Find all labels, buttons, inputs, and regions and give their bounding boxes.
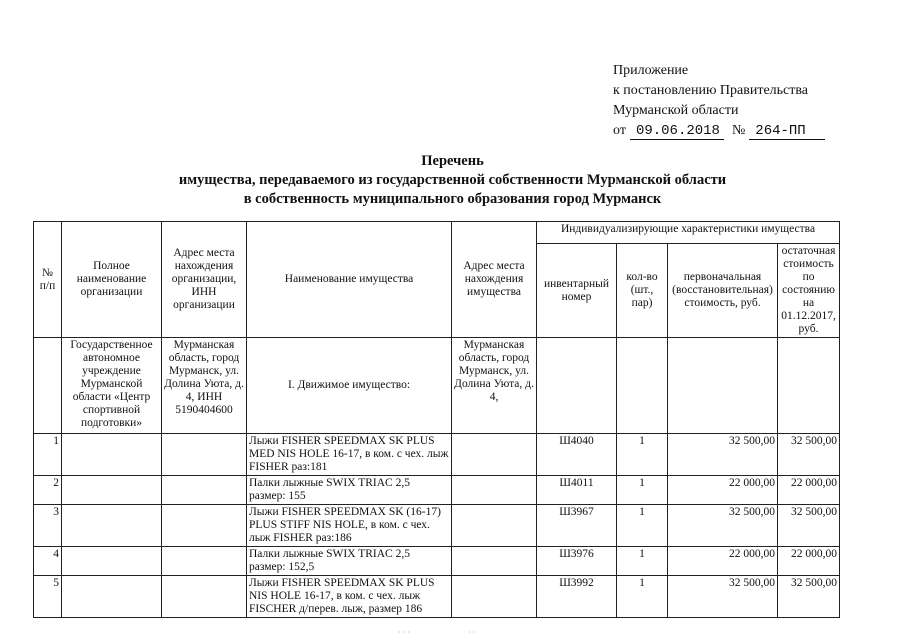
row-inventory: Ш4011	[537, 476, 617, 505]
header-characteristics: Индивидуализирующие характеристики имущества	[537, 222, 840, 244]
row-inventory: Ш3992	[537, 576, 617, 618]
table-row	[34, 547, 840, 576]
row-num: 4	[34, 547, 62, 576]
row-initial-cost: 32 500,00	[668, 505, 778, 547]
row-num: 5	[34, 576, 62, 618]
header-org-name: Полное наименование организации	[62, 222, 162, 338]
row-qty: 1	[617, 576, 668, 618]
appendix-line-3: Мурманской области	[613, 103, 739, 118]
empty-cell	[452, 434, 537, 476]
section-heading: I. Движимое имущество:	[247, 338, 452, 434]
table-row	[34, 505, 840, 547]
row-property-name: Лыжи FISHER SPEEDMAX SK PLUS MED NIS HOLE 16-17, в ком. с чех. лыж FISHER раз:181	[247, 434, 452, 476]
title-line-2: имущества, передаваемого из государственной собственности Мурманской области	[178, 172, 727, 188]
empty-cell	[452, 547, 537, 576]
table-row	[34, 434, 840, 476]
decree-line	[613, 121, 873, 141]
header-residual-cost: остаточная стоимость по состоянию на 01.12.2017, руб.	[778, 244, 840, 338]
table-row	[34, 476, 840, 505]
org-name-cell: Государственное автономное учреждение Мурманской области «Центр спортивной подготовки»	[62, 338, 162, 434]
header-quantity: кол-во (шт., пар)	[617, 244, 668, 338]
date-prefix: от	[613, 123, 626, 138]
document-title	[150, 152, 755, 209]
header-initial-cost: первоначальная (восстановительная) стоимость, руб.	[668, 244, 778, 338]
header-inventory-number: инвентарный номер	[537, 244, 617, 338]
row-qty: 1	[617, 547, 668, 576]
row-num: 1	[34, 434, 62, 476]
empty-cell	[62, 547, 162, 576]
header-num: № п/п	[34, 222, 62, 338]
appendix-line-2: к постановлению Правительства	[613, 83, 809, 98]
org-row-qty	[617, 338, 668, 434]
org-row	[34, 338, 840, 434]
empty-cell	[62, 434, 162, 476]
row-residual-cost: 32 500,00	[778, 576, 840, 618]
row-initial-cost: 22 000,00	[668, 476, 778, 505]
row-property-name: Палки лыжные SWIX TRIAC 2,5 размер: 155	[247, 476, 452, 505]
row-property-name: Палки лыжные SWIX TRIAC 2,5 размер: 152,5	[247, 547, 452, 576]
header-row-1	[34, 222, 840, 244]
row-initial-cost: 32 500,00	[668, 576, 778, 618]
number-sign: №	[731, 123, 746, 138]
row-qty: 1	[617, 476, 668, 505]
header-property-name: Наименование имущества	[247, 222, 452, 338]
property-address-cell: Мурманская область, город Мурманск, ул. Долина Уюта, д. 4,	[452, 338, 537, 434]
empty-cell	[452, 476, 537, 505]
row-residual-cost: 32 500,00	[778, 505, 840, 547]
row-inventory: Ш4040	[537, 434, 617, 476]
decree-date: 09.06.2018	[630, 123, 724, 140]
org-address-cell: Мурманская область, город Мурманск, ул. Долина Уюта, д. 4, ИНН 5190404600	[162, 338, 247, 434]
empty-cell	[62, 576, 162, 618]
row-qty: 1	[617, 434, 668, 476]
empty-cell	[162, 547, 247, 576]
row-initial-cost: 32 500,00	[668, 434, 778, 476]
row-inventory: Ш3967	[537, 505, 617, 547]
org-row-num	[34, 338, 62, 434]
empty-cell	[62, 505, 162, 547]
row-property-name: Лыжи FISHER SPEEDMAX SK (16-17) PLUS STIFF NIS HOLE, в ком. с чех. лыж FISHER раз:186	[247, 505, 452, 547]
property-table	[33, 221, 840, 618]
row-qty: 1	[617, 505, 668, 547]
header-property-address: Адрес места нахождения имущества	[452, 222, 537, 338]
row-initial-cost: 22 000,00	[668, 547, 778, 576]
scan-artifact: · · ·	[398, 628, 410, 637]
title-line-1: Перечень	[421, 153, 484, 169]
org-row-residual	[778, 338, 840, 434]
appendix-line-1: Приложение	[613, 63, 689, 78]
empty-cell	[162, 476, 247, 505]
title-line-3: в собственность муниципального образования город Мурманск	[243, 191, 662, 207]
empty-cell	[162, 434, 247, 476]
org-row-inventory	[537, 338, 617, 434]
table-row	[34, 576, 840, 618]
row-residual-cost: 22 000,00	[778, 547, 840, 576]
header-org-address: Адрес места нахождения организации, ИНН организации	[162, 222, 247, 338]
row-num: 2	[34, 476, 62, 505]
empty-cell	[62, 476, 162, 505]
empty-cell	[162, 505, 247, 547]
row-residual-cost: 22 000,00	[778, 476, 840, 505]
empty-cell	[452, 576, 537, 618]
row-property-name: Лыжи FISHER SPEEDMAX SK PLUS NIS HOLE 16-17, в ком. с чех. лыж FISCHER д/перев. лыж, размер 186	[247, 576, 452, 618]
empty-cell	[452, 505, 537, 547]
empty-cell	[162, 576, 247, 618]
row-inventory: Ш3976	[537, 547, 617, 576]
org-row-initial	[668, 338, 778, 434]
decree-number: 264-ПП	[749, 123, 825, 140]
scan-artifact: · ·	[468, 628, 476, 637]
row-residual-cost: 32 500,00	[778, 434, 840, 476]
row-num: 3	[34, 505, 62, 547]
appendix-block	[613, 61, 873, 141]
